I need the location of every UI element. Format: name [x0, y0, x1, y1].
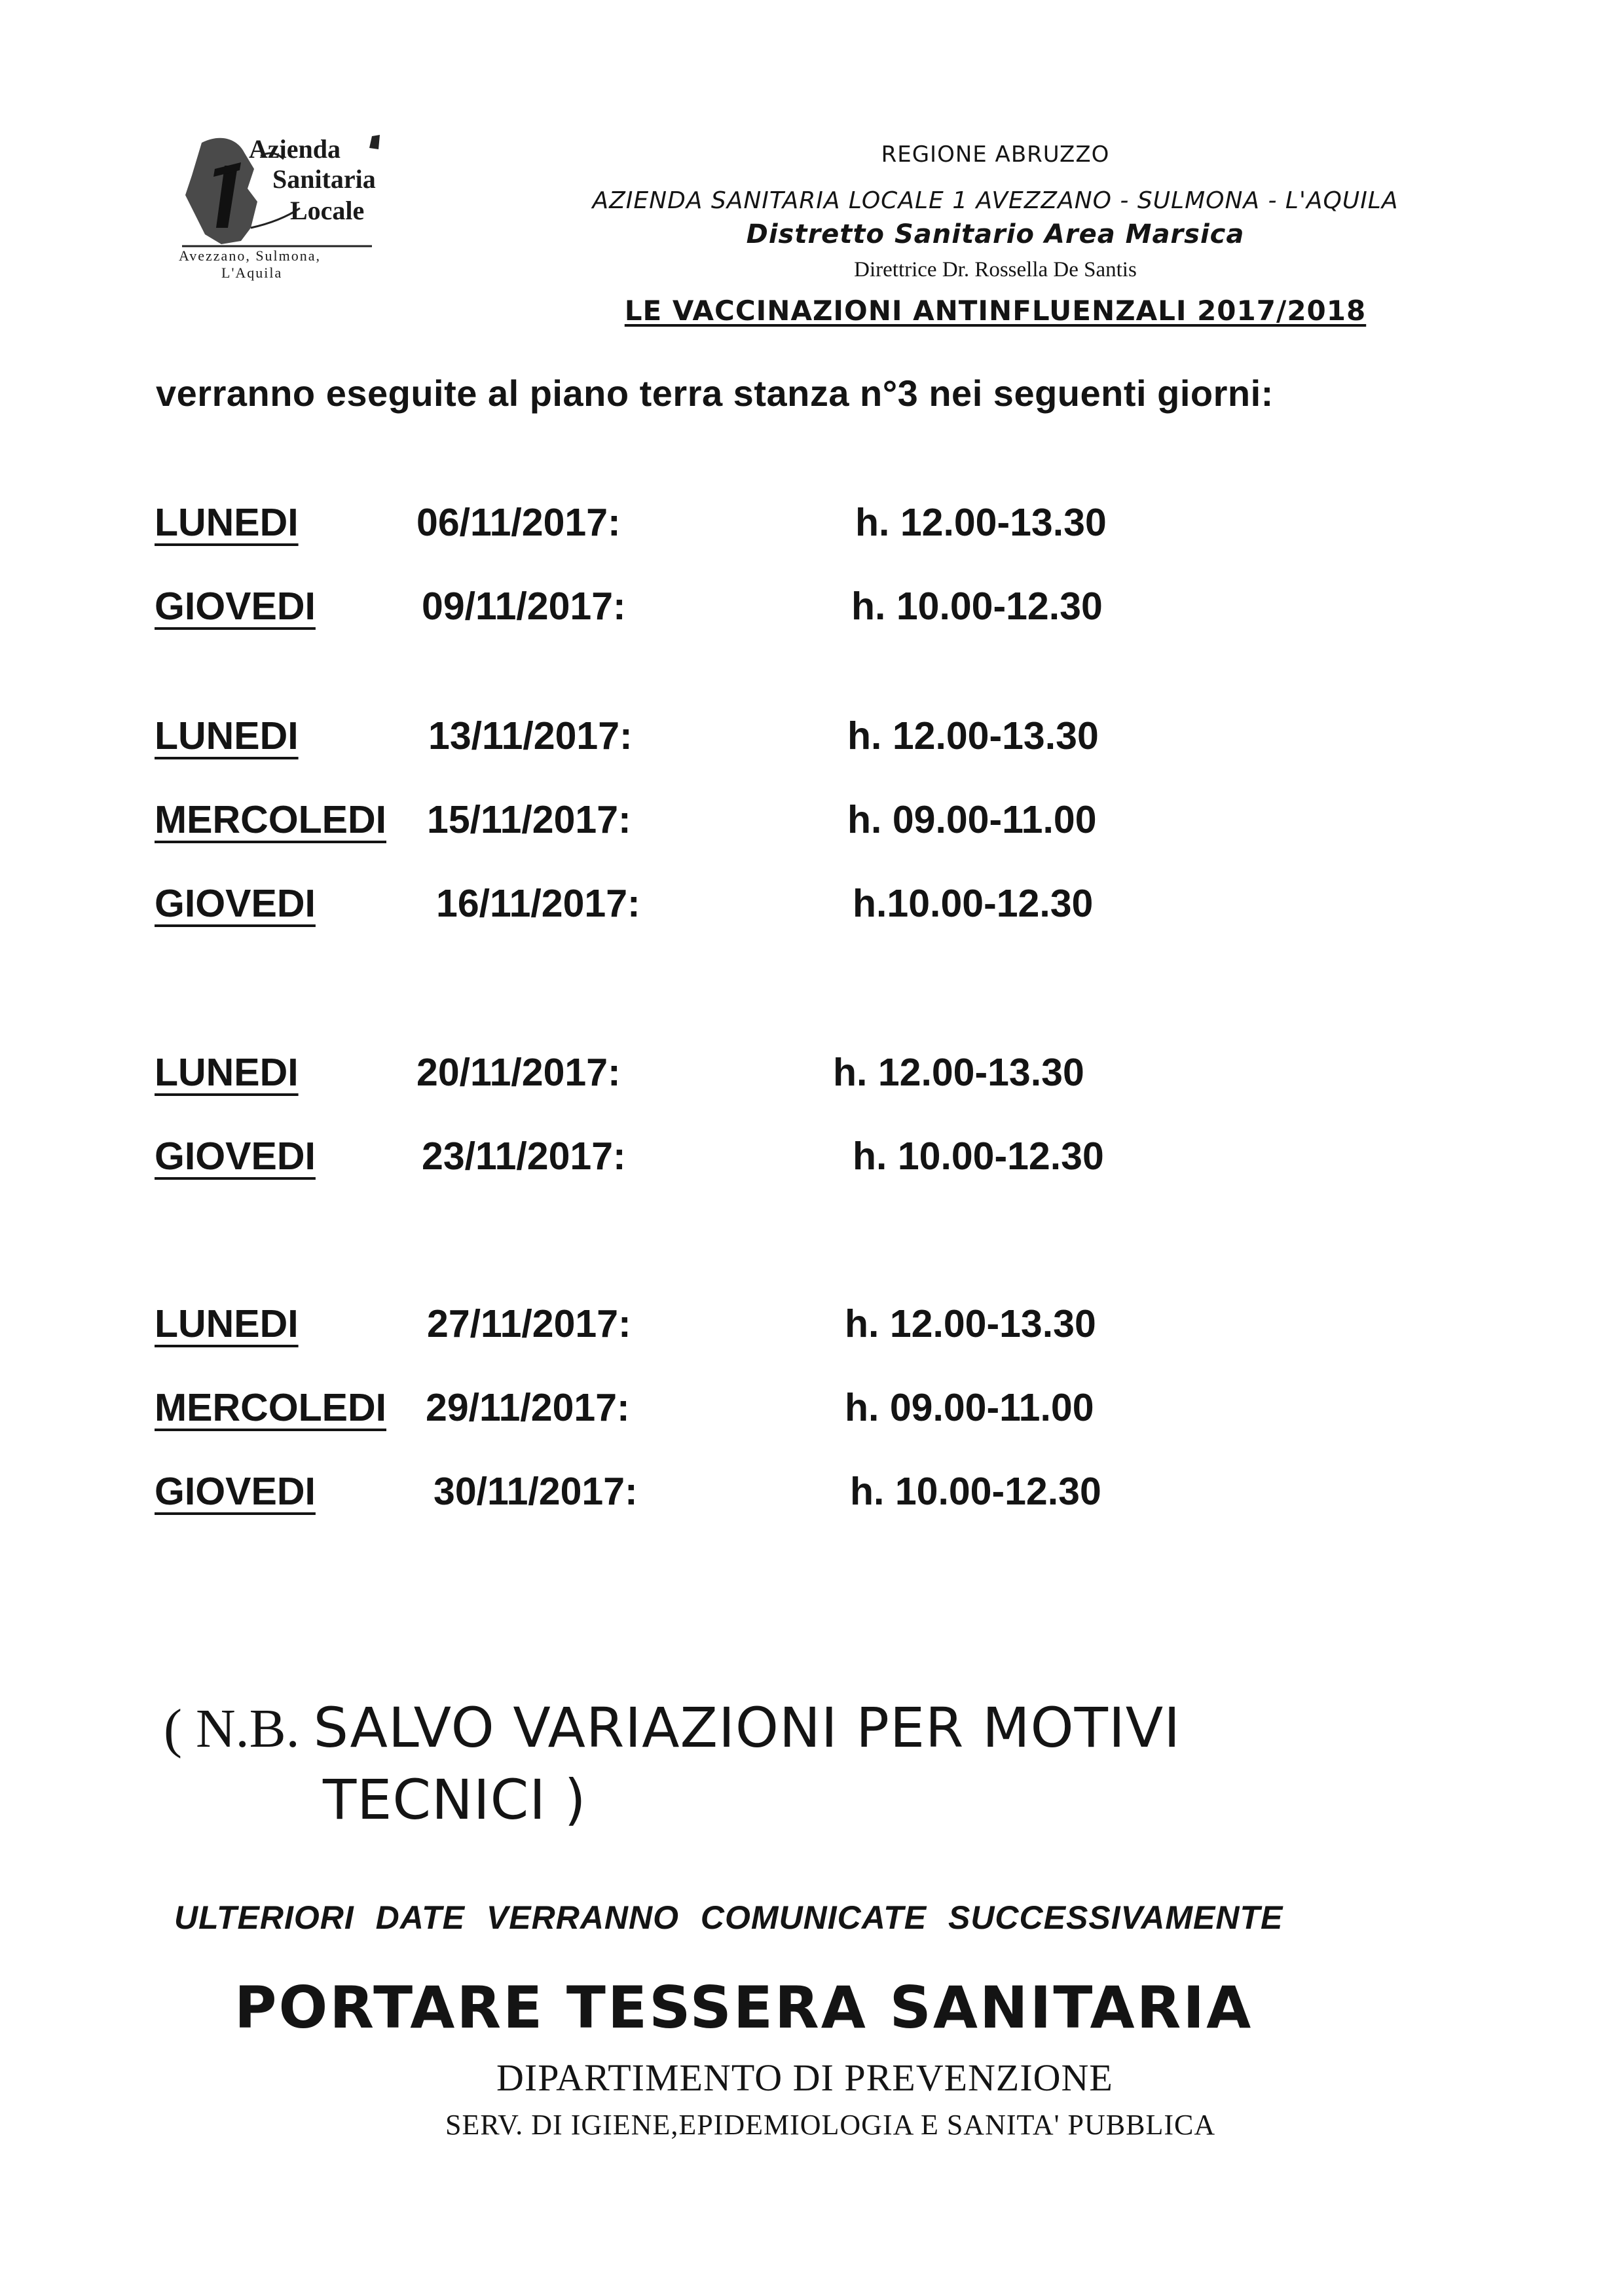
- schedule-row: [155, 1469, 1202, 1515]
- schedule-date: 30/11/2017:: [434, 1470, 638, 1513]
- asl-heading: AZIENDA SANITARIA LOCALE 1 AVEZZANO - SULMONA - L'AQUILA: [592, 187, 1399, 214]
- schedule-date: 23/11/2017:: [422, 1135, 626, 1178]
- logo-cities-text: Avezzano, Sulmona,: [179, 247, 322, 264]
- schedule-day: LUNEDI: [155, 1051, 299, 1094]
- note-line-1: [164, 1696, 1181, 1760]
- schedule-time: h. 12.00-13.30: [833, 1051, 1084, 1094]
- schedule-row: [155, 797, 1202, 843]
- logo-laquila-text: L'Aquila: [221, 264, 283, 281]
- schedule-date: 29/11/2017:: [426, 1386, 630, 1429]
- schedule-day: LUNEDI: [155, 1302, 299, 1345]
- note-text-1: SALVO VARIAZIONI PER MOTIVI: [313, 1696, 1181, 1760]
- schedule-time: h.10.00-12.30: [853, 882, 1094, 925]
- page-title: [419, 295, 1572, 327]
- schedule-row: [155, 881, 1202, 927]
- schedule-day: GIOVEDI: [155, 882, 316, 925]
- schedule-row: [155, 1050, 1202, 1096]
- schedule-day: LUNEDI: [155, 501, 299, 544]
- intro-text: verranno eseguite al piano terra stanza n°3 nei seguenti giorni:: [156, 373, 1274, 414]
- schedule-day: GIOVEDI: [155, 1470, 316, 1513]
- schedule-date: 15/11/2017:: [427, 798, 631, 841]
- director-line: Direttrice Dr. Rossella De Santis: [854, 258, 1137, 282]
- schedule-time: h. 10.00-12.30: [851, 585, 1103, 628]
- asl-logo: [175, 130, 392, 293]
- note-prefix: ( N.B.: [164, 1698, 300, 1759]
- bring-card-notice: PORTARE TESSERA SANITARIA: [234, 1974, 1253, 2041]
- schedule-time: h. 12.00-13.30: [845, 1302, 1096, 1345]
- logo-azienda-text: Azienda: [249, 134, 341, 164]
- logo-locale-text: Locale: [290, 196, 365, 225]
- schedule-day: LUNEDI: [155, 714, 299, 757]
- region-heading: REGIONE ABRUZZO: [881, 141, 1110, 168]
- schedule-date: 27/11/2017:: [427, 1302, 631, 1345]
- service-name: SERV. DI IGIENE,EPIDEMIOLOGIA E SANITA' PUBBLICA: [445, 2109, 1216, 2141]
- schedule-row: [155, 1134, 1202, 1180]
- schedule-time: h. 09.00-11.00: [847, 798, 1097, 841]
- logo-sanitaria-text: Sanitaria: [272, 164, 376, 194]
- schedule-time: h. 09.00-11.00: [845, 1386, 1094, 1429]
- district-heading: Distretto Sanitario Area Marsica: [746, 219, 1245, 249]
- schedule-date: 06/11/2017:: [416, 501, 621, 544]
- schedule-row: [155, 1302, 1202, 1347]
- schedule-date: 13/11/2017:: [428, 714, 633, 757]
- note-line-2: TECNICI ): [323, 1768, 587, 1832]
- schedule-day: MERCOLEDI: [155, 1386, 386, 1429]
- schedule-day: GIOVEDI: [155, 1135, 316, 1178]
- schedule-row: [155, 1385, 1202, 1431]
- schedule-row: [155, 500, 1202, 546]
- schedule-row: [155, 584, 1202, 630]
- schedule-time: h. 12.00-13.30: [847, 714, 1099, 757]
- schedule-time: h. 12.00-13.30: [855, 501, 1107, 544]
- department-name: DIPARTIMENTO DI PREVENZIONE: [496, 2056, 1113, 2099]
- schedule-row: [155, 714, 1202, 759]
- schedule-date: 16/11/2017:: [436, 882, 640, 925]
- schedule-date: 20/11/2017:: [416, 1051, 621, 1094]
- schedule-day: MERCOLEDI: [155, 798, 386, 841]
- schedule-time: h. 10.00-12.30: [853, 1135, 1104, 1178]
- schedule-day: GIOVEDI: [155, 585, 316, 628]
- schedule-time: h. 10.00-12.30: [850, 1470, 1101, 1513]
- further-dates-notice: ULTERIORI DATE VERRANNO COMUNICATE SUCCESSIVAMENTE: [174, 1899, 1283, 1936]
- page-title-text: LE VACCINAZIONI ANTINFLUENZALI 2017/2018: [624, 295, 1367, 327]
- schedule-date: 09/11/2017:: [422, 585, 626, 628]
